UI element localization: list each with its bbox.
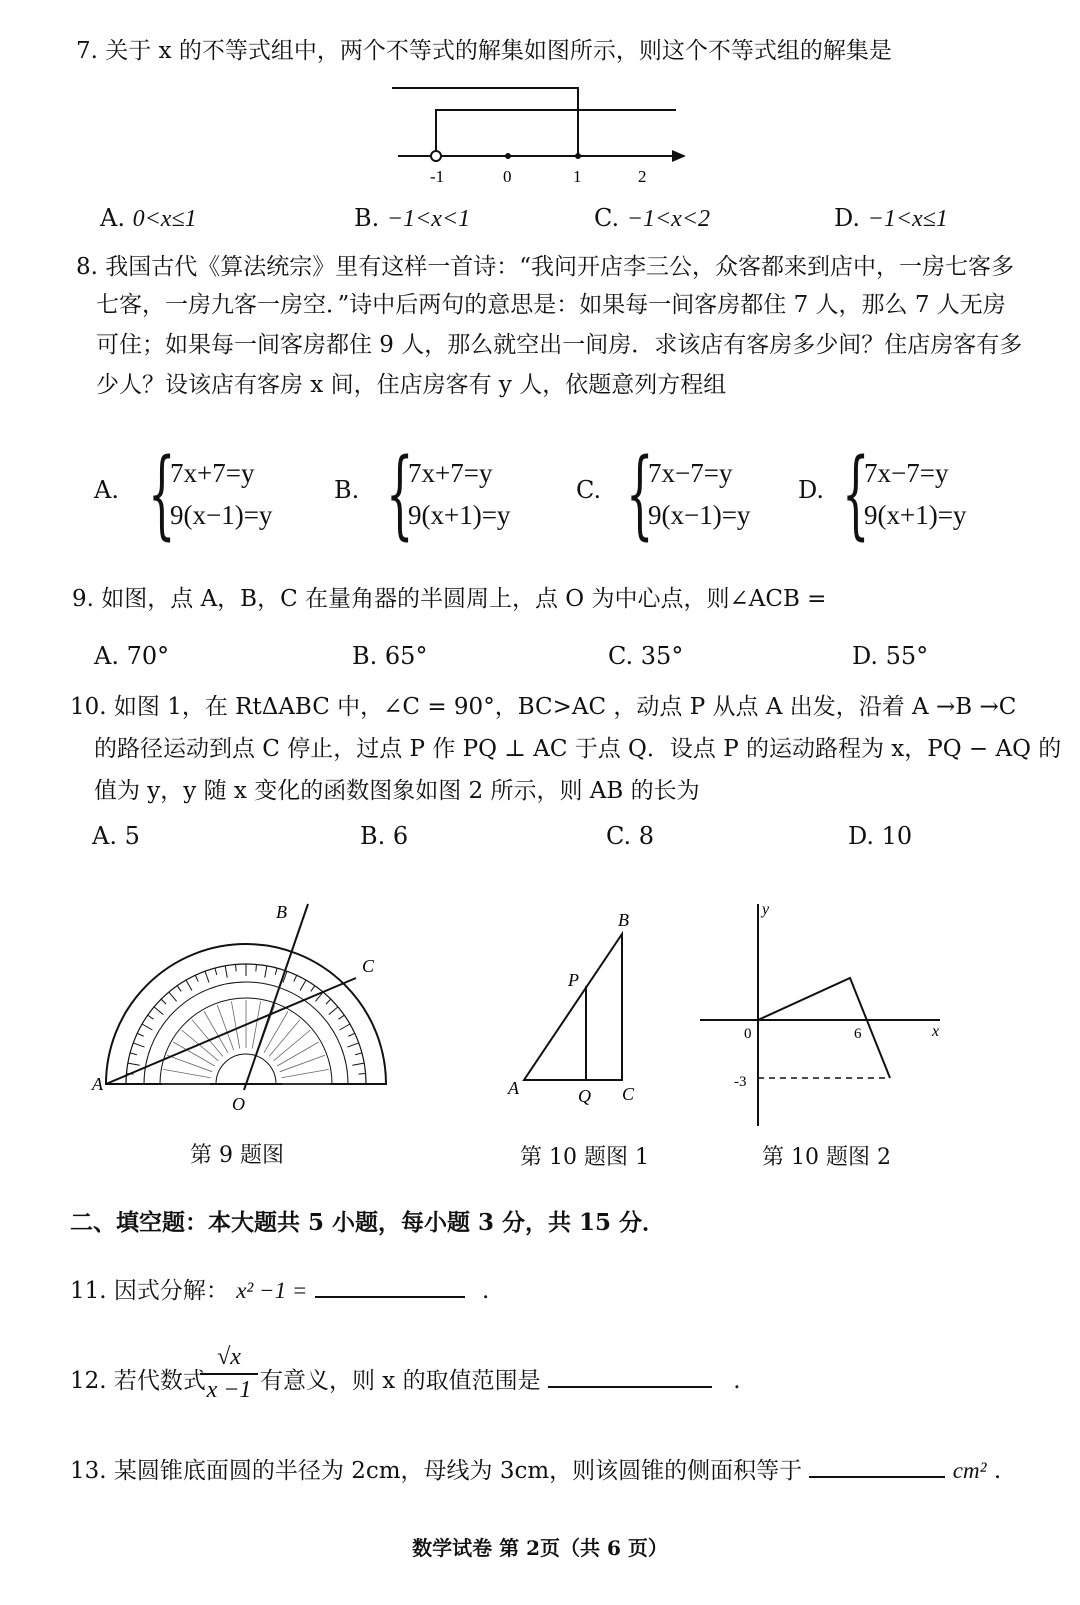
q8-line-2: 七客，一房九客一房空．”诗中后两句的意思是：如果每一间客房都住 7 人，那么 7 人无房 — [96, 292, 1006, 318]
section2-title: 二、填空题：本大题共 5 小题，每小题 3 分，共 15 分． — [70, 1209, 666, 1236]
fig10-1-label-q: Q — [578, 1086, 591, 1106]
protractor-spoke — [274, 1030, 311, 1061]
q8-line-4: 少人？设该店有客房 x 间，住店房客有 y 人，依题意列方程组 — [96, 372, 727, 398]
q8-d-eq1: 7x−7=y — [864, 458, 949, 488]
q10-option-d[interactable]: D. 10 — [848, 822, 913, 850]
protractor-tick — [347, 1043, 358, 1047]
q12-fraction — [200, 1344, 258, 1404]
protractor-spoke — [167, 1055, 212, 1071]
fig10-1-label-p: P — [568, 970, 579, 990]
q9-option-d[interactable]: D. 55° — [852, 642, 929, 670]
fig9-caption: 第 9 题图 — [190, 1143, 284, 1168]
q10-option-c[interactable]: C. 8 — [606, 822, 655, 850]
fig9-label-a: A — [92, 1074, 103, 1094]
q8-line-3: 可住；如果每一间客房都住 9 人，那么就空出一间房．求该店有客房多少间？住店房客有多 — [96, 332, 1023, 358]
protractor-tick — [195, 975, 198, 981]
fig9-label-c: C — [362, 956, 375, 976]
protractor-tick — [311, 986, 315, 992]
q8-d-eq2: 9(x+1)=y — [864, 500, 967, 530]
protractor-tick — [355, 1053, 362, 1055]
brace-icon: { — [626, 438, 654, 550]
q7-solution-ray-left — [392, 88, 578, 158]
fig10-1-triangle-abc — [524, 934, 622, 1080]
protractor-tick — [294, 975, 297, 981]
fig10-2-label-origin: 0 — [744, 1026, 752, 1042]
q7-tick-label-neg1: -1 — [430, 167, 445, 186]
protractor-tick — [256, 964, 257, 971]
protractor-tick — [339, 1015, 345, 1019]
q8-b-eq1: 7x+7=y — [408, 458, 493, 488]
q8-c-eq2: 9(x−1)=y — [648, 500, 751, 530]
q8-option-a-system[interactable] — [148, 438, 273, 550]
protractor-tick — [161, 999, 166, 1004]
protractor-spoke — [252, 1001, 260, 1048]
protractor-tick — [186, 980, 192, 990]
fig10-2-label-x: x — [932, 1023, 940, 1040]
protractor-tick — [128, 1063, 140, 1065]
protractor-tick — [215, 968, 217, 975]
q8-option-d-system[interactable] — [842, 438, 967, 550]
protractor-tick — [148, 1015, 154, 1019]
protractor-tick — [236, 964, 237, 971]
fig10-1-triangle — [500, 906, 650, 1106]
q13 — [70, 1456, 1001, 1486]
q7-tick-label-1: 1 — [573, 167, 582, 186]
brace-icon: { — [148, 438, 176, 550]
q13-unit: cm² — [952, 1458, 987, 1483]
fig9-label-o: O — [232, 1094, 245, 1114]
page-footer: 数学试卷 第 2页（共 6 页） — [412, 1536, 668, 1560]
q7-tick-label-0: 0 — [503, 167, 512, 186]
protractor-spoke — [163, 1069, 210, 1077]
q7-tick-1 — [575, 153, 581, 159]
q12-fraction-bar — [200, 1373, 258, 1375]
fig9-protractor — [86, 896, 396, 1120]
protractor-tick — [352, 1063, 364, 1065]
q11-prefix: 11. 因式分解： — [70, 1278, 229, 1304]
protractor-spoke — [280, 1055, 325, 1071]
q10-line-1: 10. 如图 1，在 RtΔABC 中，∠C = 90°，BC>AC ，动点 P 从点 A 出发，沿着 A →B →C — [70, 694, 1017, 720]
protractor-spoke — [192, 1020, 223, 1057]
q7-number-line — [380, 78, 700, 190]
q8-a-eq2: 9(x−1)=y — [170, 500, 273, 530]
q8-option-d-letter[interactable]: D. — [798, 476, 825, 504]
protractor-spoke — [217, 1005, 233, 1050]
q11-answer-blank[interactable] — [315, 1296, 465, 1298]
q9-option-c[interactable]: C. 35° — [608, 642, 684, 670]
q11-period: . — [481, 1278, 490, 1304]
fig10-2-function-curve — [758, 978, 890, 1078]
protractor-spoke — [269, 1020, 300, 1057]
protractor-tick — [205, 971, 209, 982]
fig10-1-label-c: C — [622, 1084, 635, 1104]
q7-tick-label-2: 2 — [638, 167, 647, 186]
q9-stem: 9. 如图，点 A，B，C 在量角器的半圆周上，点 O 为中心点，则∠ACB = — [72, 586, 827, 612]
protractor-tick — [137, 1033, 143, 1036]
protractor-tick — [275, 968, 277, 975]
q10-option-b[interactable]: B. 6 — [360, 822, 409, 850]
q12-prefix: 12. 若代数式 — [70, 1368, 206, 1394]
q9-option-a[interactable]: A. 70° — [94, 642, 170, 670]
q8-c-eq1: 7x−7=y — [648, 458, 733, 488]
brace-icon: { — [842, 438, 870, 550]
fig10-2-label-y: y — [762, 901, 770, 918]
protractor-tick — [348, 1033, 354, 1036]
protractor-spoke — [277, 1042, 319, 1066]
q8-option-b-letter[interactable]: B. — [334, 476, 360, 504]
protractor-tick — [340, 1024, 350, 1030]
q10-line-3: 值为 y，y 随 x 变化的函数图象如图 2 所示，则 AB 的长为 — [94, 778, 700, 804]
q8-option-c-system[interactable] — [626, 438, 751, 550]
q7-open-dot — [431, 151, 441, 161]
fig10-1-label-b: B — [618, 910, 629, 930]
q7-option-c[interactable]: C. −1<x<2 — [594, 204, 711, 232]
q7-axis-arrow — [672, 150, 686, 162]
q12-suffix: 有意义，则 x 的取值范围是 — [260, 1368, 541, 1394]
q13-text: 13. 某圆锥底面圆的半径为 2cm，母线为 3cm，则该圆锥的侧面积等于 — [70, 1458, 803, 1484]
protractor-spoke — [281, 1069, 328, 1077]
q10-line-2: 的路径运动到点 C 停止，过点 P 作 PQ ⊥ AC 于点 Q．设点 P 的运动路程为 x，PQ − AQ 的 — [94, 736, 1062, 762]
q12-denominator: x −1 — [206, 1377, 252, 1403]
protractor-tick — [133, 1043, 144, 1047]
q7-option-d[interactable]: D. −1<x≤1 — [834, 204, 948, 232]
fig10-2-label-neg3: -3 — [734, 1074, 747, 1090]
protractor-drawing — [106, 944, 386, 1084]
fig9-label-b: B — [276, 902, 287, 922]
protractor-spoke — [264, 1011, 288, 1053]
protractor-tick — [265, 966, 267, 978]
protractor-tick — [154, 1007, 163, 1015]
fig10-2-caption: 第 10 题图 2 — [762, 1145, 891, 1170]
protractor-spoke — [182, 1030, 219, 1061]
q7-option-a[interactable]: A. 0<x≤1 — [100, 204, 197, 232]
brace-icon: { — [386, 438, 414, 550]
fig10-2-graph — [694, 896, 954, 1136]
protractor-tick — [142, 1024, 152, 1030]
fig10-1-label-a: A — [508, 1078, 519, 1098]
q12-answer-blank[interactable] — [548, 1386, 712, 1388]
q8-option-c-letter[interactable]: C. — [576, 476, 602, 504]
q8-b-eq2: 9(x+1)=y — [408, 500, 511, 530]
protractor-spoke — [231, 1001, 239, 1048]
protractor-tick — [300, 980, 306, 990]
protractor-tick — [130, 1053, 137, 1055]
q12-period: . — [733, 1368, 741, 1394]
fig10-2-label-six: 6 — [854, 1026, 862, 1042]
q13-period: . — [993, 1458, 1002, 1484]
q7-solution-ray-right — [436, 110, 676, 154]
fig9-chord-ac — [106, 978, 356, 1084]
protractor-spoke — [204, 1011, 228, 1053]
q9-option-b[interactable]: B. 65° — [352, 642, 428, 670]
q7-tick-0 — [505, 153, 511, 159]
q8-option-b-system[interactable] — [386, 438, 511, 550]
q13-answer-blank[interactable] — [809, 1476, 945, 1478]
q12-numerator: √x — [217, 1344, 241, 1370]
q7-stem: 7. 关于 x 的不等式组中，两个不等式的解集如图所示，则这个不等式组的解集是 — [76, 38, 892, 64]
q11 — [70, 1276, 489, 1306]
protractor-tick — [177, 986, 181, 992]
q11-expr: x² −1 = — [236, 1278, 308, 1303]
fig10-1-caption: 第 10 题图 1 — [520, 1145, 649, 1170]
protractor-tick — [225, 966, 227, 978]
protractor-tick — [326, 999, 331, 1004]
protractor-tick — [359, 1074, 366, 1075]
protractor-tick — [169, 992, 177, 1001]
q8-option-a-letter[interactable]: A. — [94, 476, 119, 504]
q10-option-a[interactable]: A. 5 — [92, 822, 140, 850]
q8-line-1: 8. 我国古代《算法统宗》里有这样一首诗：“我问开店李三公，众客都来到店中，一房七客多 — [76, 254, 1015, 280]
q7-option-b[interactable]: B. −1<x<1 — [354, 204, 471, 232]
q12-rest — [260, 1366, 741, 1396]
q8-a-eq1: 7x+7=y — [170, 458, 255, 488]
protractor-tick — [329, 1007, 338, 1015]
